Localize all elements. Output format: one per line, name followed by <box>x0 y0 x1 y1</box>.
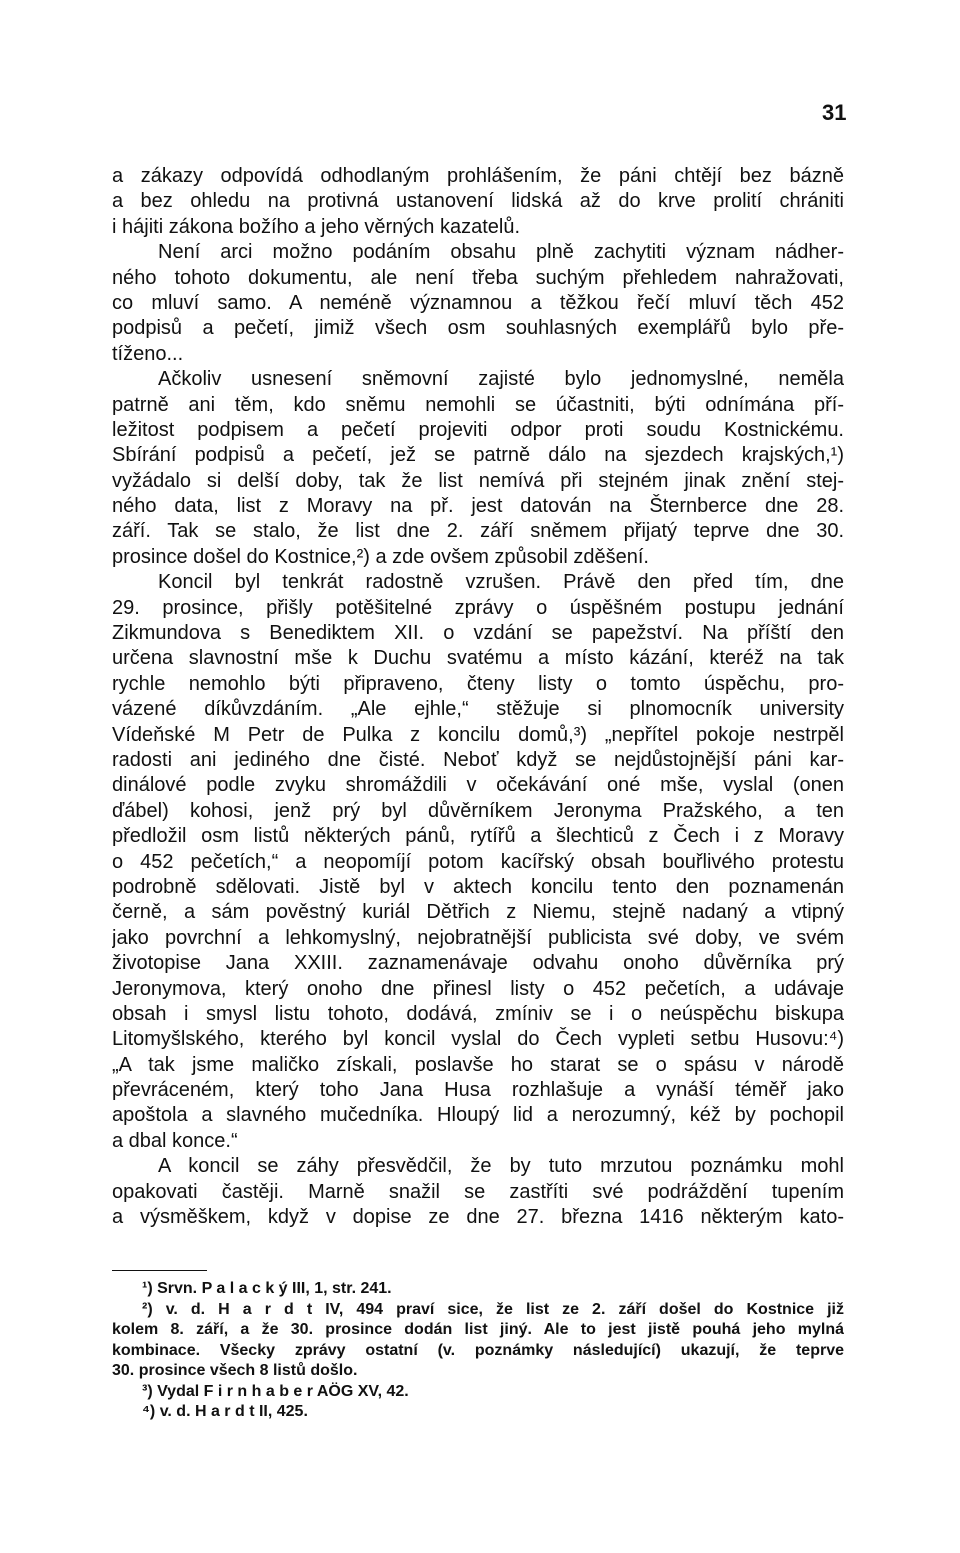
text-line: ďábel) kohosi, jenž prý byl důvěrníkem Jeronyma Pražského, a ten <box>112 799 844 822</box>
text-line: Sbírání podpisů a pečetí, jež se patrně dálo na sjezdech krajských,¹) <box>112 444 844 467</box>
text-line: o 452 pečetích,“ a neopomíjí potom kacířský obsah bouřlivého protestu <box>112 850 844 873</box>
text-line: předložil osm listů některých pánů, rytířů a šlechticů z Čech i z Moravy <box>112 825 844 848</box>
text-line: podpisů a pečetí, jimiž všech osm souhlasných exemplářů bylo pře- <box>112 317 844 340</box>
text-line: Jeronymova, který onoho dne přinesl listy o 452 pečetích, a udávaje <box>112 977 844 1000</box>
text-line: Litomyšlského, kterého byl koncil vyslal do Čech vypleti setbu Husovu:⁴) <box>112 1028 844 1051</box>
footnote-line: kolem 8. září, a že 30. prosince dodán list jiný. Ale to jest jistě pouhá jeho mylná <box>112 1321 844 1338</box>
text-line: dinálové podle zvyku shromáždili v očekávání oné mše, vyslal (onen <box>112 774 844 797</box>
text-line: i hájiti zákona božího a jeho věrných kazatelů. <box>112 215 521 238</box>
text-line: obsah i smysl listu tohoto, dodává, zmíniv se i o neúspěchu biskupa <box>112 1002 844 1025</box>
text-line: jako povrchní a lehkomyslný, nejobratnější publicista své doby, ve svém <box>112 926 844 949</box>
text-line: patrně ani těm, kdo sněmu nemohli se účastniti, býti odnímána pří- <box>112 393 844 416</box>
text-line: Ačkoliv usnesení sněmovní zajisté bylo jednomyslné, neměla <box>158 368 844 391</box>
text-line: a výsměškem, když v dopise ze dne 27. března 1416 některým kato- <box>112 1206 844 1229</box>
text-line: opakovati častěji. Marně snažil se zastříti své podráždění tupením <box>112 1180 844 1203</box>
text-line: apoštola a slavného mučedníka. Hloupý lid a nerozumný, kéž by pochopil <box>112 1104 844 1127</box>
text-line: určena slavnostní mše k Duchu svatému a místo kázání, kteréž na tak <box>112 647 844 670</box>
footnote-line: ²) v. d. H a r d t IV, 494 praví sice, že list ze 2. září došel do Kostnice již <box>142 1300 844 1318</box>
text-line: a bez ohledu na protivná ustanovení lidská až do krve prolití chrániti <box>112 190 844 213</box>
footnote-line: 30. prosince všech 8 listů došlo. <box>112 1362 358 1379</box>
text-line: ného data, list z Moravy na př. jest datován na Šternberce dne 28. <box>112 495 844 518</box>
text-line: prosince došel do Kostnice,²) a zde ovšem způsobil zděšení. <box>112 545 649 568</box>
text-line: životopise Jana XXIII. zaznamenávaje odvahu onoho důvěrníka prý <box>112 952 844 975</box>
text-line: vyžádalo si delší doby, tak že list nemívá při stejném jinak znění stej- <box>112 469 844 492</box>
footnote-line: ⁴) v. d. H a r d t II, 425. <box>142 1403 308 1420</box>
text-line: „A tak jsme maličko získali, poslavše ho starat se o spásu v národě <box>112 1053 844 1076</box>
text-line: A koncil se záhy přesvědčil, že by tuto mrzutou poznámku mohl <box>158 1155 844 1178</box>
text-line: 29. prosince, přišly potěšitelné zprávy o úspěšném postupu jednání <box>112 596 844 619</box>
body-text <box>112 164 844 1230</box>
text-line: a zákazy odpovídá odhodlaným prohlášením, že páni chtějí bez bázně <box>112 165 844 187</box>
footnotes <box>112 1279 844 1423</box>
text-line: tíženo... <box>112 342 184 365</box>
text-line: září. Tak se stalo, že list dne 2. září sněmem přijatý teprve dne 30. <box>112 520 844 543</box>
text-line: vázené díkůvzdáním. „Ale ejhle,“ stěžuje si plnomocník university <box>112 698 844 721</box>
footnote-divider <box>112 1270 207 1271</box>
footnote-line: kombinace. Všecky zprávy ostatní (v. poznámky následující) ukazují, že teprve <box>112 1341 844 1359</box>
footnote-line: ¹) Srvn. P a l a c k ý III, 1, str. 241. <box>142 1280 392 1297</box>
page-number: 31 <box>822 100 847 125</box>
text-line: převráceném, který toho Jana Husa rozhlašuje a vynáší téměř jako <box>112 1079 844 1102</box>
text-line: radosti ani jediného dne čisté. Neboť když se nejdůstojnější páni kar- <box>112 748 844 771</box>
text-line: rychle nemohlo býti připraveno, čteny listy o tomto úspěchu, pro- <box>112 672 844 695</box>
text-line: černě, a sám pověstný kuriál Dětřich z Niemu, stejně nadaný a vtipný <box>112 901 844 924</box>
text-line: co mluví samo. A neméně významnou a těžkou řečí mluví těch 452 <box>112 291 844 314</box>
text-line: Zikmundova s Benediktem XII. o vzdání se papežství. Na příští den <box>112 622 844 645</box>
text-line: Není arci možno podáním obsahu plně zachytiti význam nádher- <box>158 241 844 264</box>
text-line: ného tohoto dokumentu, ale není třeba suchým přehledem nahražovati, <box>112 266 844 289</box>
text-line: Vídeňské M Petr de Pulka z koncilu domů,³) „nepřítel pokoje nestrpěl <box>112 723 844 746</box>
text-line: ležitost podpisem a pečetí projeviti odpor proti soudu Kostnickému. <box>112 418 844 441</box>
text-line: podrobně sdělovati. Jistě byl v aktech koncilu tento den poznamenán <box>112 875 844 898</box>
footnote-line: ³) Vydal F i r n h a b e r AÖG XV, 42. <box>142 1382 409 1400</box>
text-line: Koncil byl tenkrát radostně vzrušen. Právě den před tím, dne <box>158 571 844 594</box>
text-line: a dbal konce.“ <box>112 1129 238 1152</box>
